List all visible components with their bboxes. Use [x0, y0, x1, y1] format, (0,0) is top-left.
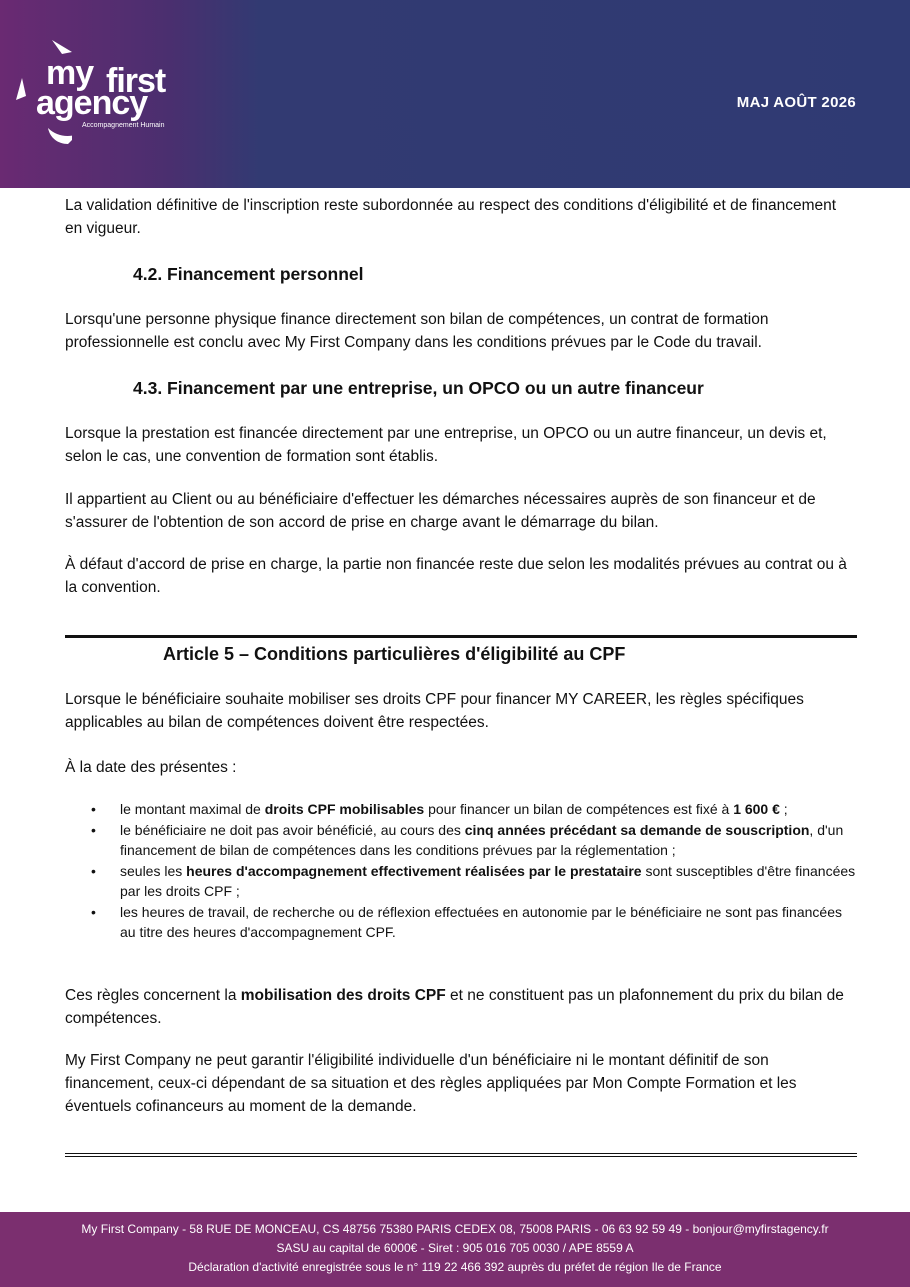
logo-text-first: first [106, 62, 166, 100]
logo-text-my: my [46, 54, 94, 92]
page-footer [0, 1212, 910, 1287]
logo-tagline: Accompagnement Humain [82, 122, 165, 129]
paragraph-date: À la date des présentes : [65, 759, 237, 776]
heading-article-5: Article 5 – Conditions particulières d'éligibilité au CPF [163, 644, 626, 664]
section-divider-bottom [65, 1153, 857, 1157]
list-item: • les heures de travail, de recherche ou de réflexion effectuées en autonomie par le bénéficiaire ne sont pas financées au titre des heures d'accompagnement CPF. [91, 903, 842, 940]
bullet-icon: • [91, 862, 96, 879]
paragraph-validation: La validation définitive de l'inscription reste subordonnée au respect des conditions d'éligibilité et de financement en vigueur. [65, 197, 837, 237]
bullet-icon: • [91, 801, 96, 817]
paragraph-company-financing: Lorsque la prestation est financée directement par une entreprise, un OPCO ou un autre financeur, un devis et, selon le cas, une convention de formation sont établis. [65, 425, 827, 465]
bullet-icon: • [91, 821, 96, 838]
cpf-rules-list [65, 799, 857, 943]
paragraph-default-agreement: À défaut d'accord de prise en charge, la partie non financée reste due selon les modalités prévues au contrat ou à la convention. [65, 556, 847, 596]
footer-address: My First Company - 58 RUE DE MONCEAU, CS 48756 75380 PARIS CEDEX 08, 75008 PARIS - 06 63 92 59 49 - bonjour@myfirstagency.fr [81, 1222, 829, 1236]
logo-text-agency: agency [36, 84, 148, 122]
list-item: • le bénéficiaire ne doit pas avoir bénéficié, au cours des cinq années précédant sa demande de souscription, d'un financement de bilan de compétences dans les conditions prévues par la réglementation ; [91, 821, 844, 858]
paragraph-cpf-intro: Lorsque le bénéficiaire souhaite mobiliser ses droits CPF pour financer MY CAREER, les règles spécifiques applicables au bilan de compétences doivent être respectées. [65, 691, 804, 731]
list-item: • seules les heures d'accompagnement effectivement réalisées par le prestataire sont susceptibles d'être financées par les droits CPF ; [91, 862, 856, 899]
section-divider [65, 635, 857, 638]
footer-company-info: SASU au capital de 6000€ - Siret : 905 016 705 0030 / APE 8559 A [276, 1241, 634, 1255]
heading-4-3: 4.3. Financement par une entreprise, un OPCO ou un autre financeur [133, 378, 704, 398]
list-item: • le montant maximal de droits CPF mobilisables pour financer un bilan de compétences est fixé à 1 600 € ; [120, 799, 857, 820]
company-logo [12, 38, 202, 158]
bullet-icon: • [91, 903, 96, 920]
heading-4-2: 4.2. Financement personnel [133, 264, 364, 284]
footer-declaration: Déclaration d'activité enregistrée sous le n° 119 22 466 392 auprès du préfet de région Ile de France [188, 1260, 722, 1274]
paragraph-client-obligation: Il appartient au Client ou au bénéficiaire d'effectuer les démarches nécessaires auprès de son financeur et de s'assurer de l'obtention de son accord de prise en charge avant le démarrage du bilan. [65, 491, 816, 531]
paragraph-eligibility-guarantee: My First Company ne peut garantir l'éligibilité individuelle d'un bénéficiaire ni le montant définitif de son financement, ceux-ci dépendant de sa situation et des règles appliquées par Mon Compte Formation et les éventuels cofinanceurs au moment de la demande. [65, 1052, 797, 1115]
paragraph-personal-financing: Lorsqu'une personne physique finance directement son bilan de compétences, un contrat de formation professionnelle est conclu avec My First Company dans les conditions prévues par le Code du travail. [65, 311, 769, 351]
update-date-label: MAJ AOÛT 2026 [736, 94, 856, 111]
page-header [0, 0, 910, 188]
paragraph-rules-scope: Ces règles concernent la mobilisation des droits CPF et ne constituent pas un plafonnement du prix du bilan de compétences. [65, 987, 844, 1027]
